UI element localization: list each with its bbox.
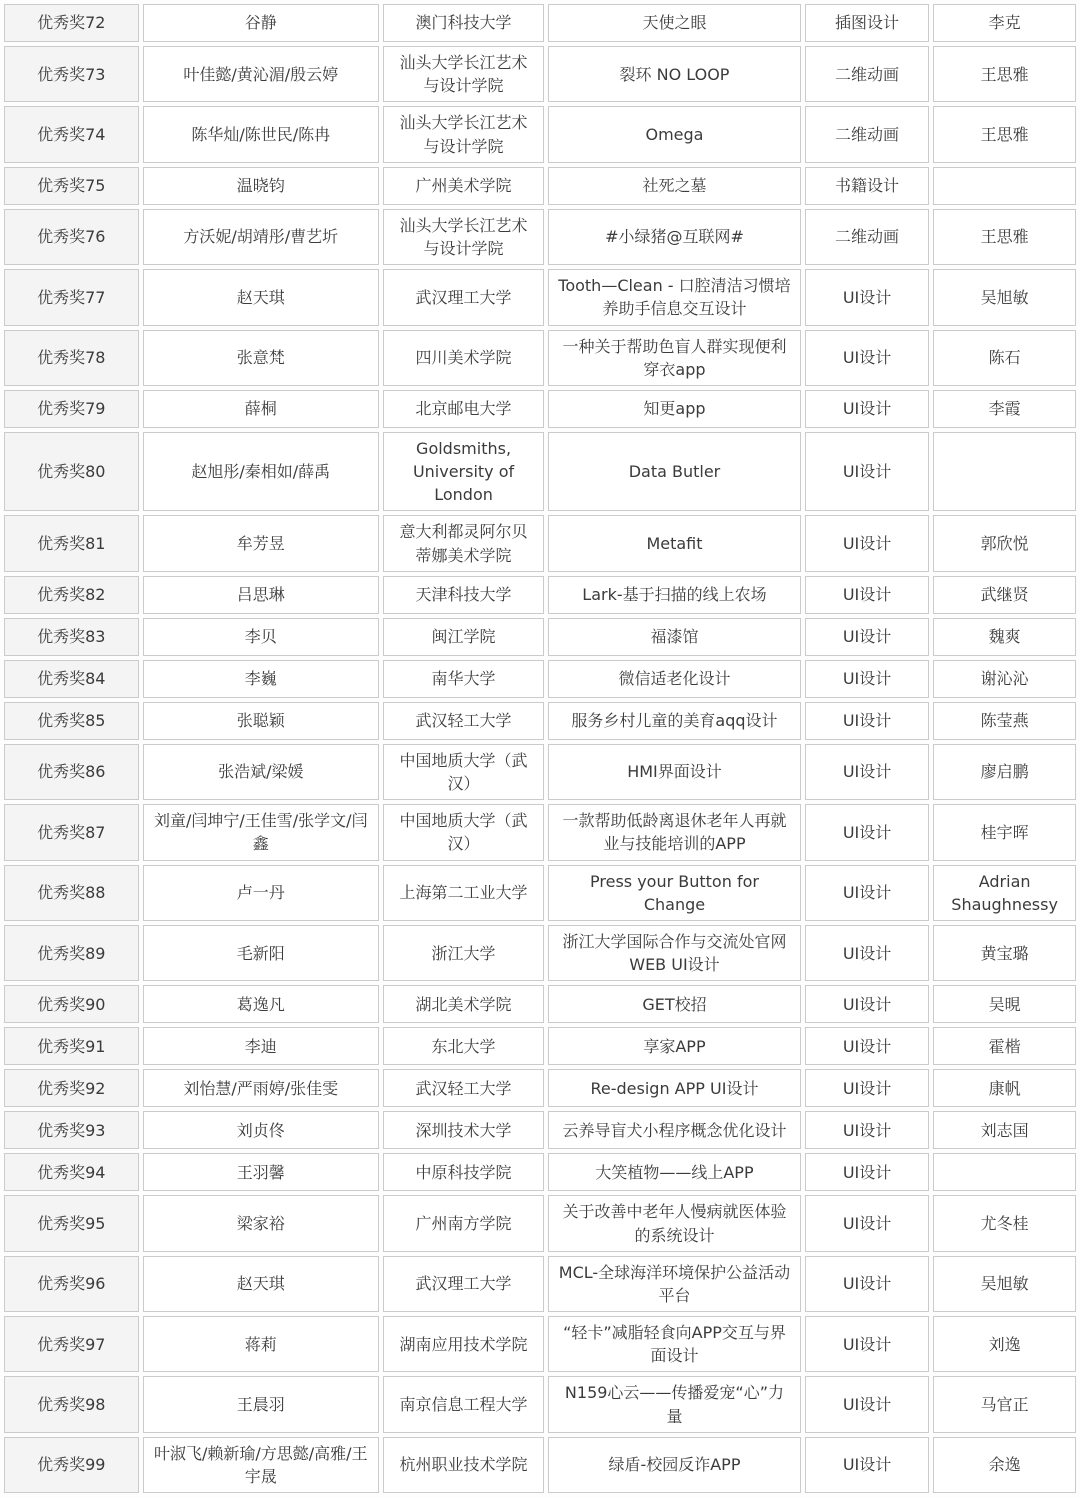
award-cell: 优秀奖77	[4, 269, 139, 325]
school-cell: 四川美术学院	[383, 330, 544, 386]
table-row	[4, 432, 1076, 512]
advisor-cell: 谢沁沁	[933, 660, 1076, 698]
authors-cell: 王晨羽	[143, 1376, 379, 1432]
advisor-cell: 吴旭敏	[933, 1256, 1076, 1312]
advisor-cell: 王思雅	[933, 46, 1076, 102]
award-cell: 优秀奖83	[4, 618, 139, 656]
award-cell: 优秀奖93	[4, 1111, 139, 1149]
advisor-cell	[933, 432, 1076, 512]
school-cell: 中国地质大学（武汉）	[383, 744, 544, 800]
award-cell: 优秀奖98	[4, 1376, 139, 1432]
authors-cell: 赵天琪	[143, 269, 379, 325]
category-cell: UI设计	[805, 985, 929, 1023]
award-cell: 优秀奖92	[4, 1069, 139, 1107]
table-row	[4, 330, 1076, 386]
category-cell: UI设计	[805, 1195, 929, 1251]
authors-cell: 梁家裕	[143, 1195, 379, 1251]
advisor-cell: 康帆	[933, 1069, 1076, 1107]
category-cell: 书籍设计	[805, 167, 929, 205]
category-cell: UI设计	[805, 1256, 929, 1312]
school-cell: 上海第二工业大学	[383, 865, 544, 921]
advisor-cell: 霍楷	[933, 1027, 1076, 1065]
category-cell: UI设计	[805, 330, 929, 386]
work-cell: 天使之眼	[548, 4, 801, 42]
advisor-cell: 魏爽	[933, 618, 1076, 656]
authors-cell: 李贝	[143, 618, 379, 656]
authors-cell: 温晓钧	[143, 167, 379, 205]
table-row	[4, 804, 1076, 860]
table-row	[4, 106, 1076, 162]
work-cell: MCL-全球海洋环境保护公益活动平台	[548, 1256, 801, 1312]
work-cell: #小绿猪@互联网#	[548, 209, 801, 265]
advisor-cell: 刘志国	[933, 1111, 1076, 1149]
authors-cell: 薛桐	[143, 390, 379, 428]
award-cell: 优秀奖86	[4, 744, 139, 800]
award-cell: 优秀奖75	[4, 167, 139, 205]
table-row	[4, 1437, 1076, 1493]
table-row	[4, 925, 1076, 981]
advisor-cell: 余逸	[933, 1437, 1076, 1493]
work-cell: 一种关于帮助色盲人群实现便利穿衣app	[548, 330, 801, 386]
authors-cell: 叶佳懿/黄沁湄/殷云婷	[143, 46, 379, 102]
work-cell: GET校招	[548, 985, 801, 1023]
category-cell: UI设计	[805, 390, 929, 428]
table-row	[4, 209, 1076, 265]
authors-cell: 方沃妮/胡靖彤/曹艺圻	[143, 209, 379, 265]
award-cell: 优秀奖76	[4, 209, 139, 265]
school-cell: 广州南方学院	[383, 1195, 544, 1251]
work-cell: HMI界面设计	[548, 744, 801, 800]
work-cell: 服务乡村儿童的美育aqq设计	[548, 702, 801, 740]
school-cell: 湖北美术学院	[383, 985, 544, 1023]
award-cell: 优秀奖95	[4, 1195, 139, 1251]
school-cell: 中国地质大学（武汉）	[383, 804, 544, 860]
table-row	[4, 1316, 1076, 1372]
award-cell: 优秀奖89	[4, 925, 139, 981]
work-cell: 关于改善中老年人慢病就医体验的系统设计	[548, 1195, 801, 1251]
category-cell: UI设计	[805, 1153, 929, 1191]
work-cell: 大笑植物——线上APP	[548, 1153, 801, 1191]
advisor-cell: 武继贤	[933, 576, 1076, 614]
category-cell: UI设计	[805, 1376, 929, 1432]
table-row	[4, 1153, 1076, 1191]
authors-cell: 毛新阳	[143, 925, 379, 981]
advisor-cell	[933, 1153, 1076, 1191]
work-cell: 福漆馆	[548, 618, 801, 656]
school-cell: 武汉理工大学	[383, 269, 544, 325]
table-row	[4, 1069, 1076, 1107]
school-cell: 天津科技大学	[383, 576, 544, 614]
school-cell: 杭州职业技术学院	[383, 1437, 544, 1493]
school-cell: 武汉理工大学	[383, 1256, 544, 1312]
award-cell: 优秀奖78	[4, 330, 139, 386]
table-row	[4, 744, 1076, 800]
school-cell: 汕头大学长江艺术与设计学院	[383, 106, 544, 162]
authors-cell: 张意梵	[143, 330, 379, 386]
award-table-body	[4, 4, 1076, 1493]
table-row	[4, 1256, 1076, 1312]
school-cell: 浙江大学	[383, 925, 544, 981]
advisor-cell: 廖启鹏	[933, 744, 1076, 800]
school-cell: 意大利都灵阿尔贝蒂娜美术学院	[383, 515, 544, 571]
table-row	[4, 1027, 1076, 1065]
advisor-cell	[933, 167, 1076, 205]
authors-cell: 张聪颖	[143, 702, 379, 740]
advisor-cell: 马官正	[933, 1376, 1076, 1432]
advisor-cell: 吴旭敏	[933, 269, 1076, 325]
school-cell: 东北大学	[383, 1027, 544, 1065]
award-cell: 优秀奖96	[4, 1256, 139, 1312]
category-cell: UI设计	[805, 744, 929, 800]
school-cell: 北京邮电大学	[383, 390, 544, 428]
table-row	[4, 1376, 1076, 1432]
table-row	[4, 1195, 1076, 1251]
advisor-cell: 李克	[933, 4, 1076, 42]
authors-cell: 陈华灿/陈世民/陈冉	[143, 106, 379, 162]
category-cell: 二维动画	[805, 209, 929, 265]
table-row	[4, 269, 1076, 325]
authors-cell: 蒋莉	[143, 1316, 379, 1372]
school-cell: 武汉轻工大学	[383, 1069, 544, 1107]
category-cell: UI设计	[805, 1111, 929, 1149]
school-cell: 南京信息工程大学	[383, 1376, 544, 1432]
school-cell: 汕头大学长江艺术与设计学院	[383, 46, 544, 102]
work-cell: 云养导盲犬小程序概念优化设计	[548, 1111, 801, 1149]
work-cell: 裂环 NO LOOP	[548, 46, 801, 102]
award-cell: 优秀奖88	[4, 865, 139, 921]
award-cell: 优秀奖72	[4, 4, 139, 42]
work-cell: “轻卡”减脂轻食向APP交互与界面设计	[548, 1316, 801, 1372]
authors-cell: 叶淑飞/赖新瑜/方思懿/高雅/王宇晟	[143, 1437, 379, 1493]
advisor-cell: 郭欣悦	[933, 515, 1076, 571]
table-row	[4, 1111, 1076, 1149]
advisor-cell: 王思雅	[933, 209, 1076, 265]
authors-cell: 葛逸凡	[143, 985, 379, 1023]
advisor-cell: 陈石	[933, 330, 1076, 386]
authors-cell: 赵天琪	[143, 1256, 379, 1312]
table-row	[4, 702, 1076, 740]
table-row	[4, 515, 1076, 571]
school-cell: 澳门科技大学	[383, 4, 544, 42]
category-cell: 二维动画	[805, 106, 929, 162]
table-row	[4, 618, 1076, 656]
work-cell: N159心云——传播爱宠“心”力量	[548, 1376, 801, 1432]
work-cell: 知更app	[548, 390, 801, 428]
category-cell: 二维动画	[805, 46, 929, 102]
table-row	[4, 660, 1076, 698]
category-cell: UI设计	[805, 1069, 929, 1107]
work-cell: 社死之墓	[548, 167, 801, 205]
advisor-cell: 尤冬桂	[933, 1195, 1076, 1251]
school-cell: 广州美术学院	[383, 167, 544, 205]
award-cell: 优秀奖81	[4, 515, 139, 571]
table-row	[4, 985, 1076, 1023]
authors-cell: 吕思琳	[143, 576, 379, 614]
award-cell: 优秀奖82	[4, 576, 139, 614]
category-cell: UI设计	[805, 1027, 929, 1065]
category-cell: UI设计	[805, 804, 929, 860]
authors-cell: 谷静	[143, 4, 379, 42]
table-row	[4, 46, 1076, 102]
award-cell: 优秀奖79	[4, 390, 139, 428]
category-cell: UI设计	[805, 865, 929, 921]
advisor-cell: 黄宝璐	[933, 925, 1076, 981]
work-cell: 微信适老化设计	[548, 660, 801, 698]
advisor-cell: 王思雅	[933, 106, 1076, 162]
award-cell: 优秀奖84	[4, 660, 139, 698]
school-cell: 南华大学	[383, 660, 544, 698]
advisor-cell: 吴晛	[933, 985, 1076, 1023]
advisor-cell: 李霞	[933, 390, 1076, 428]
school-cell: 中原科技学院	[383, 1153, 544, 1191]
authors-cell: 张浩斌/梁媛	[143, 744, 379, 800]
award-cell: 优秀奖99	[4, 1437, 139, 1493]
school-cell: 汕头大学长江艺术与设计学院	[383, 209, 544, 265]
category-cell: UI设计	[805, 925, 929, 981]
authors-cell: 刘怡慧/严雨婷/张佳雯	[143, 1069, 379, 1107]
work-cell: 绿盾-校园反诈APP	[548, 1437, 801, 1493]
work-cell: Data Butler	[548, 432, 801, 512]
school-cell: Goldsmiths, University of London	[383, 432, 544, 512]
category-cell: 插图设计	[805, 4, 929, 42]
category-cell: UI设计	[805, 660, 929, 698]
category-cell: UI设计	[805, 1437, 929, 1493]
work-cell: Metafit	[548, 515, 801, 571]
table-row	[4, 576, 1076, 614]
school-cell: 深圳技术大学	[383, 1111, 544, 1149]
work-cell: Omega	[548, 106, 801, 162]
award-cell: 优秀奖73	[4, 46, 139, 102]
category-cell: UI设计	[805, 515, 929, 571]
award-cell: 优秀奖97	[4, 1316, 139, 1372]
table-row	[4, 4, 1076, 42]
table-row	[4, 865, 1076, 921]
authors-cell: 李迪	[143, 1027, 379, 1065]
award-cell: 优秀奖80	[4, 432, 139, 512]
work-cell: Lark-基于扫描的线上农场	[548, 576, 801, 614]
work-cell: Re-design APP UI设计	[548, 1069, 801, 1107]
school-cell: 武汉轻工大学	[383, 702, 544, 740]
award-cell: 优秀奖85	[4, 702, 139, 740]
school-cell: 湖南应用技术学院	[383, 1316, 544, 1372]
category-cell: UI设计	[805, 432, 929, 512]
advisor-cell: 刘逸	[933, 1316, 1076, 1372]
work-cell: 一款帮助低龄离退休老年人再就业与技能培训的APP	[548, 804, 801, 860]
category-cell: UI设计	[805, 576, 929, 614]
authors-cell: 李巍	[143, 660, 379, 698]
authors-cell: 刘童/闫坤宁/王佳雪/张学文/闫鑫	[143, 804, 379, 860]
work-cell: Press your Button for Change	[548, 865, 801, 921]
category-cell: UI设计	[805, 618, 929, 656]
award-cell: 优秀奖94	[4, 1153, 139, 1191]
category-cell: UI设计	[805, 1316, 929, 1372]
work-cell: Tooth—Clean - 口腔清洁习惯培养助手信息交互设计	[548, 269, 801, 325]
authors-cell: 王羽馨	[143, 1153, 379, 1191]
table-row	[4, 390, 1076, 428]
award-cell: 优秀奖91	[4, 1027, 139, 1065]
award-cell: 优秀奖90	[4, 985, 139, 1023]
advisor-cell: 陈莹燕	[933, 702, 1076, 740]
category-cell: UI设计	[805, 269, 929, 325]
advisor-cell: 桂宇晖	[933, 804, 1076, 860]
authors-cell: 卢一丹	[143, 865, 379, 921]
work-cell: 享家APP	[548, 1027, 801, 1065]
advisor-cell: Adrian Shaughnessy	[933, 865, 1076, 921]
table-row	[4, 167, 1076, 205]
authors-cell: 赵旭彤/秦相如/薛禹	[143, 432, 379, 512]
category-cell: UI设计	[805, 702, 929, 740]
award-cell: 优秀奖87	[4, 804, 139, 860]
authors-cell: 牟芳昱	[143, 515, 379, 571]
work-cell: 浙江大学国际合作与交流处官网WEB UI设计	[548, 925, 801, 981]
school-cell: 闽江学院	[383, 618, 544, 656]
authors-cell: 刘贞佟	[143, 1111, 379, 1149]
award-cell: 优秀奖74	[4, 106, 139, 162]
